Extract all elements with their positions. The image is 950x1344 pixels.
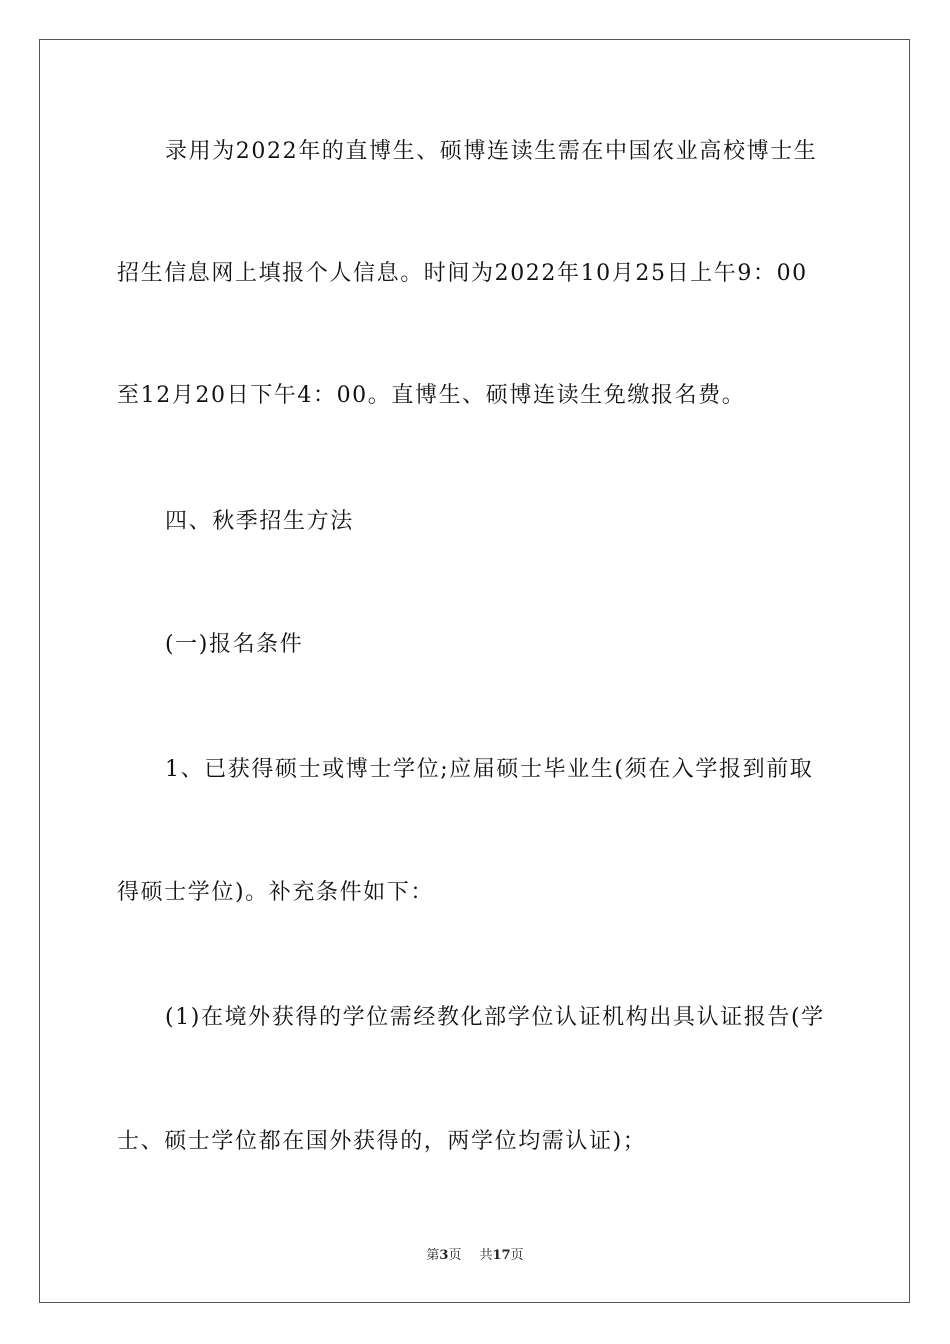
subsection-heading: (一)报名条件 [165,632,304,657]
paragraph-line-7: 士、硕士学位都在国外获得的，两学位均需认证)； [117,1129,647,1154]
page-border [39,39,910,1303]
paragraph-line-2: 招生信息网上填报个人信息。时间为2022年10月25日上午9：00 [117,261,808,286]
paragraph-line-4: 1、已获得硕士或博士学位;应届硕士毕业生(须在入学报到前取 [165,757,814,782]
page-footer [0,1247,950,1265]
page-number: 第3页 [426,1248,462,1263]
paragraph-line-6: (1)在境外获得的学位需经教化部学位认证机构出具认证报告(学 [165,1005,825,1030]
page-total: 共17页 [479,1248,524,1263]
paragraph-line-3: 至12月20日下午4：00。直博生、硕博连读生免缴报名费。 [117,383,746,408]
section-heading: 四、秋季招生方法 [165,509,354,534]
paragraph-line-5: 得硕士学位)。补充条件如下： [117,880,434,905]
paragraph-line-1: 录用为2022年的直博生、硕博连读生需在中国农业高校博士生 [165,139,818,164]
